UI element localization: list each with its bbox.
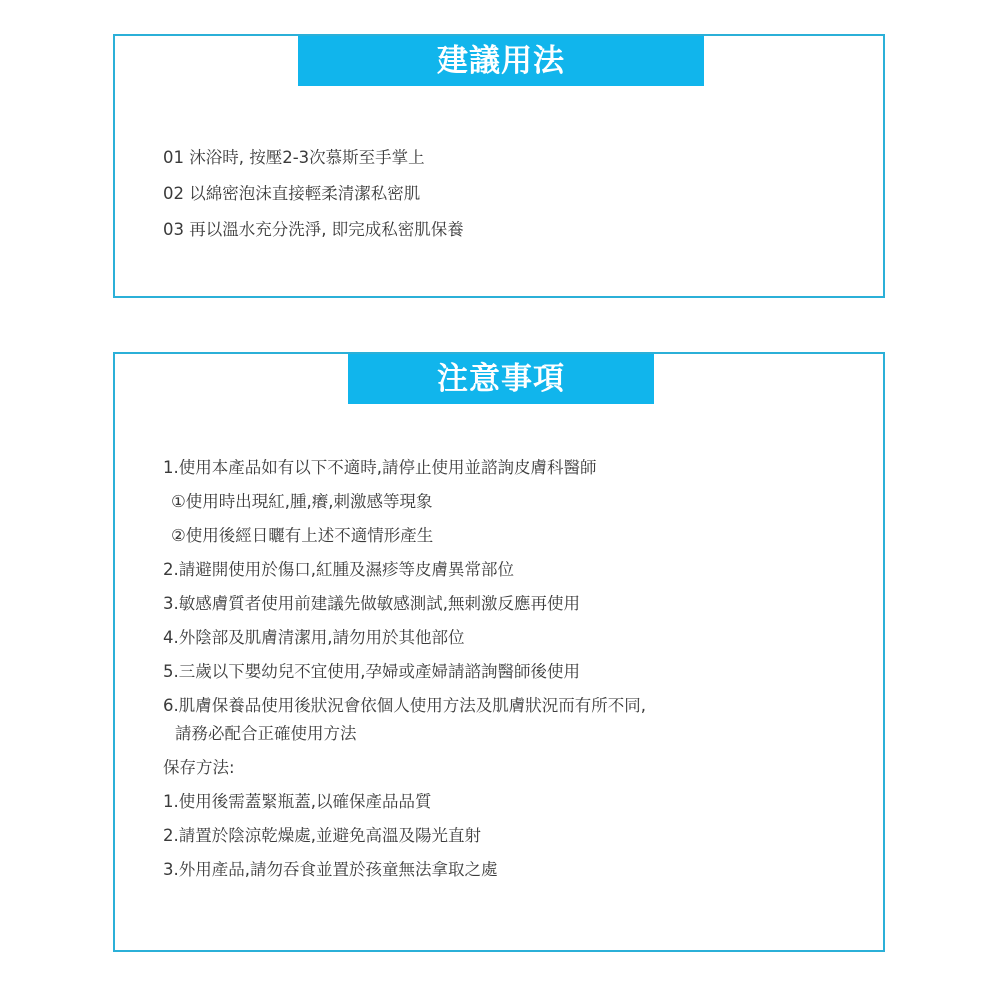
usage-panel — [113, 34, 885, 298]
storage-line: 2.請置於陰涼乾燥處,並避免高溫及陽光直射 — [163, 826, 481, 845]
note-subline: ①使用時出現紅,腫,癢,刺激感等現象 — [171, 492, 433, 511]
usage-steps — [163, 146, 863, 254]
storage-line: 3.外用產品,請勿吞食並置於孩童無法拿取之處 — [163, 860, 498, 879]
note-line: 3.敏感膚質者使用前建議先做敏感測試,無刺激反應再使用 — [163, 594, 580, 613]
storage-heading: 保存方法: — [163, 758, 235, 777]
notes-list — [163, 456, 863, 892]
usage-step-3: 03 再以溫水充分洗淨, 即完成私密肌保養 — [163, 220, 464, 239]
note-line: 5.三歲以下嬰幼兒不宜使用,孕婦或產婦請諮詢醫師後使用 — [163, 662, 580, 681]
note-line: 6.肌膚保養品使用後狀況會依個人使用方法及肌膚狀況而有所不同, — [163, 696, 646, 715]
usage-title: 建議用法 — [298, 36, 704, 86]
usage-step-1: 01 沐浴時, 按壓2-3次慕斯至手掌上 — [163, 148, 425, 167]
note-line: 4.外陰部及肌膚清潔用,請勿用於其他部位 — [163, 628, 465, 647]
note-line-continuation: 請務必配合正確使用方法 — [175, 724, 357, 743]
note-subline: ②使用後經日曬有上述不適情形產生 — [171, 526, 434, 545]
usage-step-2: 02 以綿密泡沫直接輕柔清潔私密肌 — [163, 184, 421, 203]
note-line: 1.使用本產品如有以下不適時,請停止使用並諮詢皮膚科醫師 — [163, 458, 597, 477]
notes-title: 注意事項 — [348, 354, 654, 404]
note-line: 2.請避開使用於傷口,紅腫及濕疹等皮膚異常部位 — [163, 560, 514, 579]
notes-panel — [113, 352, 885, 952]
storage-line: 1.使用後需蓋緊瓶蓋,以確保產品品質 — [163, 792, 432, 811]
